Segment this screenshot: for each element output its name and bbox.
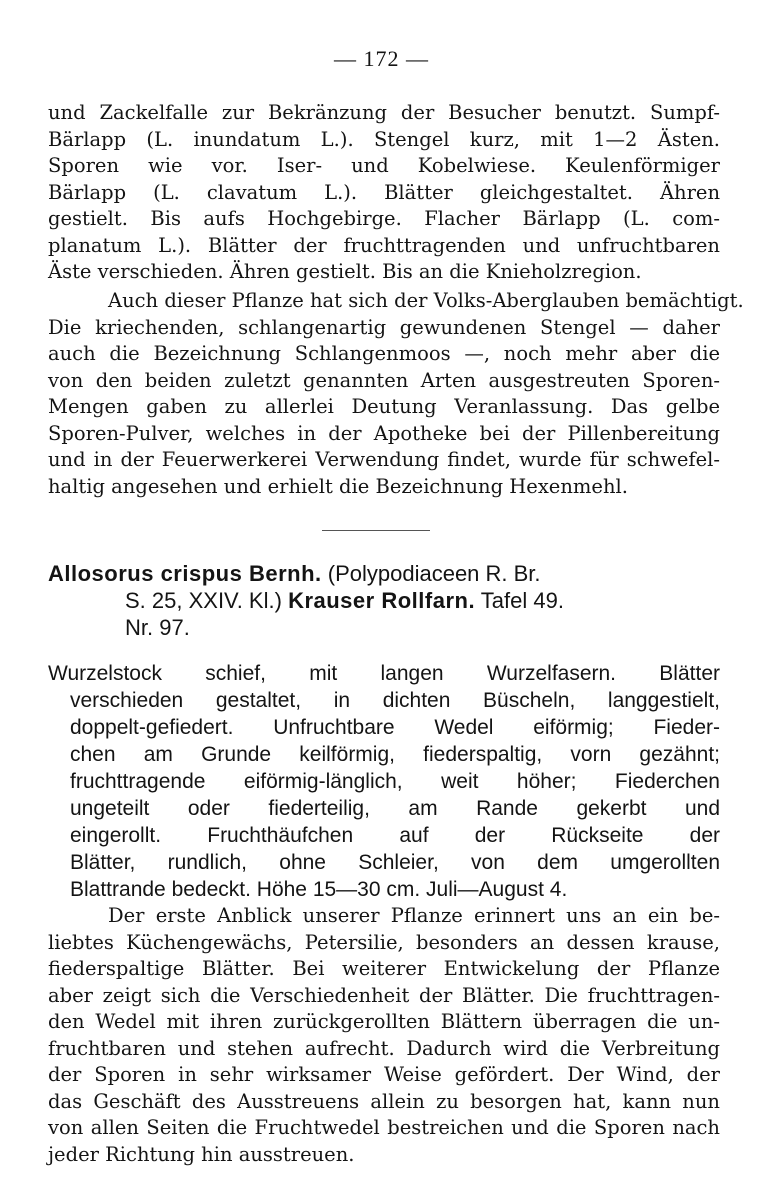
top-paragraph bbox=[48, 100, 720, 286]
family-info: (Polypodiaceen R. Br. bbox=[327, 561, 541, 586]
plate-ref: Tafel 49. bbox=[480, 588, 564, 613]
text-line: das Geschäft des Ausstreuens allein zu besorgen hat, kann nun bbox=[48, 1089, 720, 1113]
text-line: ungeteilt oder fiederteilig, am Rande gekerbt und bbox=[70, 797, 720, 820]
common-name: Krauser Rollfarn. bbox=[288, 588, 476, 613]
text-line: Äste verschieden. Ähren gestielt. Bis an die Knieholzregion. bbox=[48, 260, 642, 283]
text-line: Blätter, rundlich, ohne Schleier, von dem umgerollten bbox=[70, 851, 720, 874]
text-line: fruchtbaren und stehen aufrecht. Dadurch wird die Verbreitung bbox=[48, 1036, 720, 1060]
text-line: aber zeigt sich die Verschiedenheit der Blätter. Die fruchttragen- bbox=[48, 983, 720, 1007]
text-line: Auch dieser Pflanze hat sich der Volks-Aberglauben bemächtigt. bbox=[108, 289, 744, 312]
text-line: Mengen gaben zu allerlei Deutung Veranlassung. Das gelbe bbox=[48, 395, 720, 418]
family-info-cont: S. 25, XXIV. Kl.) bbox=[125, 588, 282, 613]
text-line: den Wedel mit ihren zurückgerollten Blättern überragen die un- bbox=[48, 1010, 720, 1033]
section-divider bbox=[322, 530, 430, 531]
text-line: Blattrande bedeckt. Höhe 15—30 cm. Juli—August 4. bbox=[70, 878, 568, 901]
text-line: gestielt. Bis aufs Hochgebirge. Flacher Bärlapp (L. com- bbox=[48, 207, 720, 230]
text-line: planatum L.). Blätter der fruchttragenden und unfruchtbaren bbox=[48, 233, 720, 257]
text-line: fiederspaltige Blätter. Bei weiterer Entwickelung der Pflanze bbox=[48, 957, 720, 980]
species-description bbox=[48, 660, 720, 903]
text-line: und Zackelfalle zur Bekränzung der Besucher benutzt. Sumpf- bbox=[48, 101, 720, 124]
text-line: Sporen-Pulver, welches in der Apotheke bei der Pillenbereitung bbox=[48, 421, 720, 445]
second-paragraph bbox=[48, 288, 744, 500]
text-line: jeder Richtung hin ausstreuen. bbox=[48, 1142, 355, 1166]
text-line: auch die Bezeichnung Schlangenmoos —, noch mehr aber die bbox=[48, 342, 720, 365]
page-number: — 172 — bbox=[334, 46, 429, 71]
text-line: Der erste Anblick unserer Pflanze erinnert uns an ein be- bbox=[108, 904, 720, 927]
text-line: liebtes Küchengewächs, Petersilie, besonders an dessen krause, bbox=[48, 930, 720, 954]
species-number: Nr. 97. bbox=[125, 615, 190, 640]
text-line: Bärlapp (L. inundatum L.). Stengel kurz, mit 1—2 Ästen. bbox=[48, 127, 720, 151]
text-line: haltig angesehen und erhielt die Bezeichnung Hexenmehl. bbox=[48, 474, 628, 498]
text-line: und in der Feuerwerkerei Verwendung findet, wurde für schwefel- bbox=[48, 448, 720, 471]
third-paragraph bbox=[48, 903, 720, 1168]
text-line: der Sporen in sehr wirksamer Weise gefördert. Der Wind, der bbox=[48, 1063, 720, 1086]
text-line: von allen Seiten die Fruchtwedel bestreichen und die Sporen nach bbox=[48, 1116, 720, 1139]
text-line: fruchttragende eiförmig-länglich, weit höher; Fiederchen bbox=[70, 770, 720, 793]
text-line: Bärlapp (L. clavatum L.). Blätter gleichgestaltet. Ähren bbox=[48, 180, 720, 204]
text-line: Die kriechenden, schlangenartig gewundenen Stengel — daher bbox=[48, 315, 720, 339]
text-line: Wurzelstock schief, mit langen Wurzelfasern. Blätter bbox=[48, 662, 720, 685]
latin-name: Allosorus crispus Bernh. bbox=[48, 561, 322, 586]
species-heading bbox=[48, 560, 720, 641]
text-line: chen am Grunde keilförmig, fiederspaltig, vorn gezähnt; bbox=[70, 743, 720, 766]
text-line: verschieden gestaltet, in dichten Büscheln, langgestielt, bbox=[70, 689, 720, 712]
text-line: doppelt-gefiedert. Unfruchtbare Wedel eiförmig; Fieder- bbox=[70, 716, 720, 739]
text-line: eingerollt. Fruchthäufchen auf der Rückseite der bbox=[70, 824, 720, 847]
text-line: von den beiden zuletzt genannten Arten ausgestreuten Sporen- bbox=[48, 368, 720, 392]
text-line: Sporen wie vor. Iser- und Kobelwiese. Keulenförmiger bbox=[48, 154, 720, 177]
